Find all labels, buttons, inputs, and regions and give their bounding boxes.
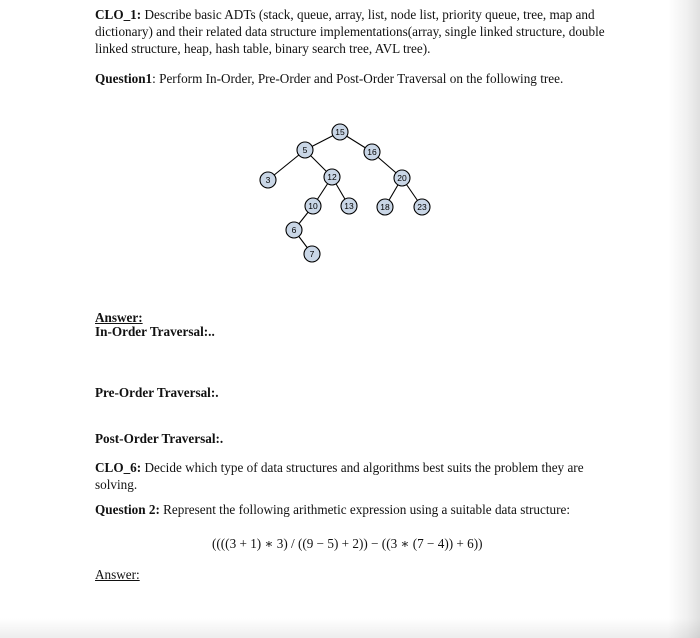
tree-node-15 (332, 124, 348, 140)
question2-paragraph (95, 501, 615, 518)
svg-text:12: 12 (327, 172, 337, 182)
svg-text:20: 20 (397, 173, 407, 183)
svg-text:18: 18 (380, 202, 390, 212)
clo6-label: CLO_6: (95, 460, 142, 475)
tree-node-18 (377, 199, 393, 215)
svg-text:3: 3 (265, 175, 271, 185)
answer2-label: Answer: (95, 567, 140, 582)
question1-label: Question1 (95, 71, 153, 86)
question2-text: Represent the following arithmetic expression using a suitable data structure: (159, 502, 571, 517)
clo1-paragraph (95, 6, 615, 57)
svg-text:13: 13 (344, 201, 354, 211)
svg-text:7: 7 (309, 249, 315, 259)
tree-node-5 (297, 142, 313, 158)
tree-node-13 (341, 198, 357, 214)
svg-text:5: 5 (302, 145, 308, 155)
inorder-traversal-label: In-Order Traversal:.. (95, 324, 215, 339)
binary-tree-diagram (258, 121, 438, 264)
clo1-label: CLO_1: (95, 7, 142, 22)
question1-text: : Perform In-Order, Pre-Order and Post-Order Traversal on the following tree. (152, 71, 564, 86)
preorder-traversal-label: Pre-Order Traversal:. (95, 385, 219, 400)
svg-text:15: 15 (335, 127, 345, 137)
tree-node-6 (286, 222, 302, 238)
postorder-traversal-label: Post-Order Traversal:. (95, 431, 224, 446)
tree-node-12 (324, 169, 340, 185)
tree-node-20 (394, 170, 410, 186)
clo6-paragraph (95, 459, 610, 493)
answer1-label: Answer: (95, 310, 143, 325)
page-edge-shadow-right (668, 0, 700, 638)
tree-node-7 (304, 246, 320, 262)
svg-text:10: 10 (308, 201, 318, 211)
question1-paragraph (95, 70, 615, 87)
question2-label: Question 2: (95, 502, 160, 517)
arithmetic-expression: ((((3 + 1) ∗ 3) / ((9 − 5) + 2)) − ((3 ∗ (7 − 4)) + 6)) (212, 536, 483, 551)
tree-node-23 (414, 199, 430, 215)
tree-node-10 (305, 198, 321, 214)
page-edge-shadow-bottom (0, 618, 700, 638)
tree-node-3 (260, 172, 276, 188)
svg-text:6: 6 (291, 225, 297, 235)
svg-text:16: 16 (367, 147, 377, 157)
tree-node-16 (364, 144, 380, 160)
clo1-text: Describe basic ADTs (stack, queue, array, list, node list, priority queue, tree, map and dictionary) and their related data structure implementations(array, single linked structure, double linked structure, heap, hash table, binary search tree, AVL tree). (95, 7, 605, 56)
svg-text:23: 23 (417, 202, 427, 212)
clo6-text: Decide which type of data structures and algorithms best suits the problem they are solving. (95, 460, 584, 492)
